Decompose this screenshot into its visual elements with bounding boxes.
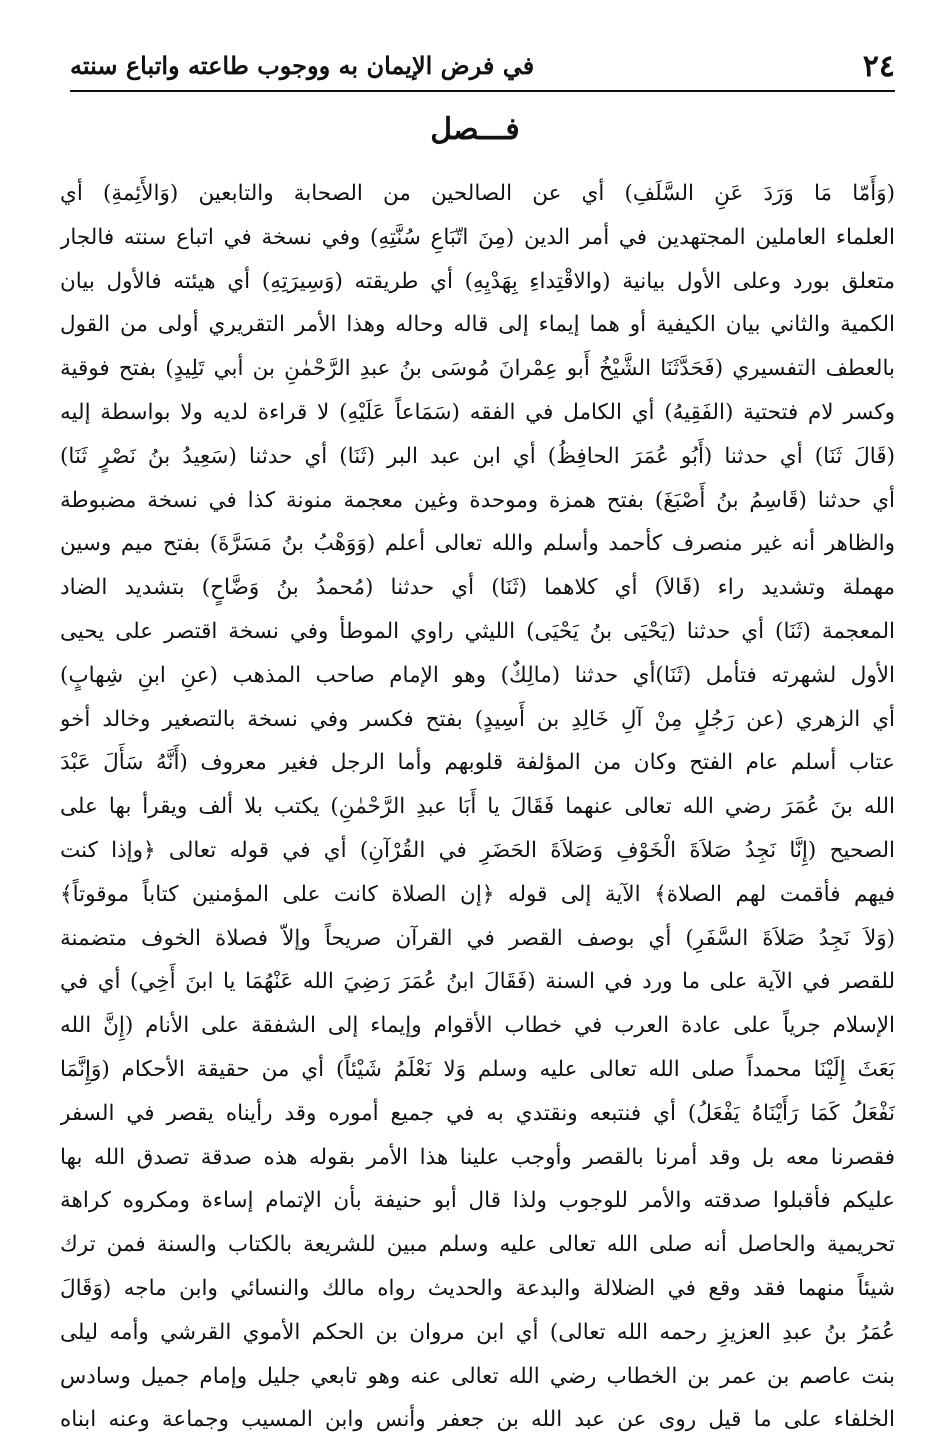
text-line: بَعَثَ إِلَيْنَا محمداً صلى الله تعالى عليه وسلم وَلا نَعْلَمُ شَيْئاً) أي من حقيقة الأحكام (وَإِنَّمَا: [60, 1056, 895, 1082]
text-line: مهملة وتشديد راء (قَالاَ) أي كلاهما (ثَنَا) أي حدثنا (مُحمدُ بنُ وَضَّاحٍ) بتشديد الضاد: [60, 575, 895, 601]
text-line: عليكم فأقبلوا صدقته والأمر للوجوب ولذا قال أبو حنيفة بأن الإتمام إساءة ومكروه كراهة: [60, 1188, 895, 1214]
page-header: [70, 40, 895, 84]
text-line: أي حدثنا (قَاسِمُ بنُ أَصْبَغَ) بفتح همزة وموحدة وغين معجمة منونة كذا في نسخة مضبوطة: [60, 487, 895, 513]
text-line: (قَالَ ثَنَا) أي حدثنا (أَبُو عُمَرَ الحافِظُ) أي ابن عبد البر (ثَنَا) أي حدثنا (سَعِيدُ بنُ نَصْرٍ ثَنَا): [60, 443, 895, 469]
text-line: للقصر في الآية على ما ورد في السنة (فَقَالَ ابنُ عُمَرَ رَضِيَ الله عَنْهُمَا يا ابنَ أَخِي) أي في: [60, 969, 895, 995]
text-line: الصحيح (إِنَّا نَجِدُ صَلاَةَ الْخَوْفِ وَصَلاَةَ الحَضَرِ في القُرْآنِ) أي في قوله تعالى ﴿وإذا كنت: [60, 837, 895, 863]
text-line: المعجمة (ثَنَا) أي حدثنا (يَحْيَى بنُ يَحْيَى) الليثي راوي الموطأ وفي نسخة اقتصر على يحيى: [60, 618, 895, 644]
text-line: الأول لشهرته فتأمل (ثَنَا)أي حدثنا (مالِكٌ) وهو الإمام صاحب المذهب (عنِ ابنِ شِهابٍ): [60, 662, 895, 688]
text-line: (وَأَمّا مَا وَرَدَ عَنِ السَّلَفِ) أي عن الصالحين من الصحابة والتابعين (وَالأَئِمةِ) أي: [60, 181, 895, 206]
text-line: نَفْعَلُ كَمَا رَأَيْنَاهُ يَفْعَلُ) أي فنتبعه ونقتدي به في جميع أموره وقد رأيناه يقصر في السفر: [60, 1100, 895, 1126]
body-text: [60, 172, 895, 1442]
text-line: بنت عاصم بن عمر بن الخطاب رضي الله تعالى عنه وهو تابعي جليل وإمام جميل وسادس: [60, 1363, 895, 1389]
text-line: متعلق بورد وعلى الأول بيانية (والاقْتِداءِ بِهَدْيِهِ) أي طريقته (وَسِيرَتِهِ) أي هيئته فالأول بيان: [60, 268, 895, 294]
text-line: تحريمية والحاصل أنه صلى الله تعالى عليه وسلم مبين للشريعة بالكتاب والسنة فمن ترك: [60, 1232, 895, 1258]
text-line: شيئاً منهما فقد وقع في الضلالة والبدعة والحديث رواه مالك والنسائي وابن ماجه (وَقَالَ: [60, 1275, 895, 1301]
text-line: عُمَرُ بنُ عبدِ العزيزِ رحمه الله تعالى) أي ابن مروان بن الحكم الأموي القرشي وأمه ليلى: [60, 1319, 895, 1345]
section-title: فـــصل: [430, 112, 520, 147]
page-number: ٢٤: [862, 49, 895, 84]
text-line: فيهم فأقمت لهم الصلاة﴾ الآية إلى قوله ﴿إن الصلاة كانت على المؤمنين كتاباً موقوتاً﴾: [60, 881, 895, 907]
text-line: بالعطف التفسيري (فَحَدَّثَنَا الشَّيْخُ أَبو عِمْرانَ مُوسَى بنُ عبدِ الرَّحْمٰنِ بن أبي تَلِيدٍ) بفتح فوقية: [60, 356, 895, 382]
header-rule: [70, 90, 895, 92]
text-line: أي الزهري (عن رَجُلٍ مِنْ آلِ خَالِدِ بن أَسِيدٍ) بفتح فكسر وفي نسخة بالتصغير وخالد أخو: [60, 706, 895, 732]
text-line: (وَلاَ نَجِدُ صَلاَةَ السَّفَرِ) أي بوصف القصر في القرآن صريحاً وإلاّ فصلاة الخوف متضمنة: [60, 925, 895, 951]
text-line: العلماء العاملين المجتهدين في أمر الدين (مِنَ اتّبَاعِ سُنَّتِهِ) وفي نسخة في اتباع سنته فالجار: [60, 224, 895, 250]
text-line: الكمية والثاني بيان الكيفية أو هما إيماء إلى قاله وحاله وهذا الأمر التقريري أولى من القول: [60, 312, 895, 338]
running-title: في فرض الإيمان به ووجوب طاعته واتباع سنته: [70, 51, 535, 80]
text-line: وكسر لام فتحتية (الفَقِيهُ) أي الكامل في الفقه (سَمَاعاً عَلَيْهِ) لا قراءة لديه ولا بواسطة إليه: [60, 399, 895, 425]
text-line: فقصرنا معه بل وقد أمرنا بالقصر وأوجب علينا هذا الأمر بقوله هذه صدقة تصدق الله بها: [60, 1144, 895, 1170]
text-line: والظاهر أنه غير منصرف كأحمد وأسلم والله تعالى أعلم (وَوَهْبُ بنُ مَسَرَّةَ) بفتح ميم وسين: [60, 531, 895, 557]
text-line: الله بنَ عُمَرَ رضي الله تعالى عنهما فَقَالَ يا أَبَا عبدِ الرَّحْمٰنِ) يكتب بلا ألف ويقرأ بها على: [60, 794, 895, 820]
text-line: الخلفاء على ما قيل روى عن عبد الله بن جعفر وأنس وابن المسيب وجماعة وعنه ابناه: [60, 1407, 895, 1433]
text-line: الإسلام جرياً على عادة العرب في خطاب الأقوام وإيماء إلى الشفقة على الأنام (إِنَّ الله: [60, 1013, 895, 1039]
text-line: عتاب أسلم عام الفتح وكان من المؤلفة قلوبهم وأما الرجل فغير معروف (أَنَّهُ سَأَلَ عَبْدَ: [60, 750, 895, 776]
